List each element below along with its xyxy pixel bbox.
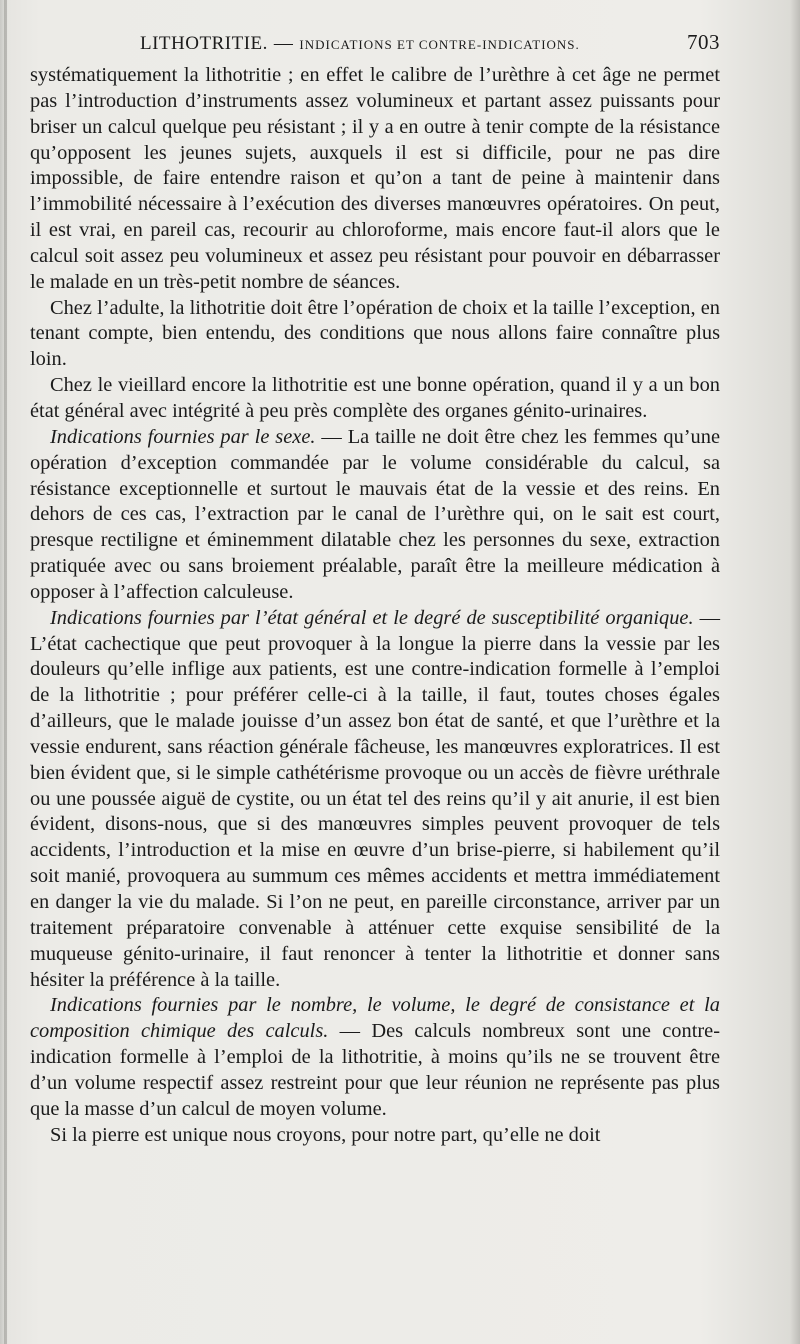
body-text bbox=[30, 63, 720, 1148]
running-header bbox=[140, 30, 720, 55]
paragraph bbox=[30, 373, 720, 425]
paragraph bbox=[30, 296, 720, 374]
paragraph-text: — L’état cachectique que peut provoquer à la longue la pierre dans la vessie par les douleurs qu’elle inflige aux patients, est une contre-indication formelle à l’emploi de la lithotritie ; pour préférer celle-ci à la taille, il faut, toutes choses égales d’ailleurs, que le malade jouisse d’un assez bon état de santé, et que l’urèthre et la vessie endurent, sans réaction générale fâcheuse, les manœuvres exploratrices. Il est bien évident que, si le simple cathétérisme provoque ou un accès de fièvre uréthrale ou une poussée aiguë de cystite, ou un état tel des reins qu’il y ait anurie, il est bien évident, disons-nous, que si des manœuvres simples peuvent provoquer de tels accidents, l’introduction et la mise en œuvre d’un brise-pierre, si habilement qu’il soit manié, provoquera au summum ces mêmes accidents et mettra immédiatement en danger la vie du malade. Si l’on ne peut, en pareille circonstance, arriver par un traitement préparatoire convenable à atténuer cette exquise sensibilité de la muqueuse génito-urinaire, il faut renoncer à tenter la lithotritie et donner sans hésiter la préférence à la taille. bbox=[30, 606, 720, 991]
header-dash: — bbox=[273, 33, 294, 54]
page-number: 703 bbox=[687, 30, 720, 54]
paragraph-text: — La taille ne doit être chez les femmes qu’une opération d’exception commandée par le volume considérable du calcul, sa résistance exceptionnelle et surtout le mauvais état de la vessie et des reins. En dehors de ces cas, l’extraction par le canal de l’urèthre qui, on le sait est court, presque rectiligne et éminemment dilatable chez les personnes du sexe, extraction pratiquée avec ou sans broiement préalable, paraît être la meilleure médication à opposer à l’affection calculeuse. bbox=[30, 425, 720, 603]
running-title bbox=[140, 33, 580, 55]
paragraph-text: systématiquement la lithotritie ; en effet le calibre de l’urèthre à cet âge ne permet pas l’introduction d’instruments assez volumineux et partant assez puissants pour briser un calcul quelque peu résistant ; il y a en outre à tenir compte de la résistance qu’opposent les jeunes sujets, auxquels il est si difficile, pour ne pas dire impossible, de faire entendre raison et qu’on a tant de peine à maintenir dans l’immobilité nécessaire à l’exécution des diverses manœuvres opératoires. On peut, il est vrai, en pareil cas, recourir au chloroforme, mais encore faut-il alors que le calcul soit assez peu volumineux et assez peu résistant pour pouvoir en débarrasser le malade en un très-petit nombre de séances. bbox=[30, 64, 720, 293]
paragraph-text: Chez l’adulte, la lithotritie doit être l’opération de choix et la taille l’exception, en tenant compte, bien entendu, des conditions que nous allons faire connaître plus loin. bbox=[30, 296, 720, 371]
section-heading-sexe: Indications fournies par le sexe. bbox=[50, 425, 316, 448]
paragraph-text: Chez le vieillard encore la lithotritie est une bonne opération, quand il y a un bon état général avec intégrité à peu près complète des organes génito-urinaires. bbox=[30, 374, 720, 422]
page-gutter-shadow bbox=[4, 0, 7, 1344]
header-subtitle: INDICATIONS ET CONTRE-INDICATIONS. bbox=[299, 37, 580, 52]
section-heading-calculs: Indications fournies par le nombre, le volume, le degré de consistance et la composition chimique des calculs. bbox=[30, 994, 720, 1043]
paragraph bbox=[30, 1123, 720, 1149]
header-title: LITHOTRITIE. bbox=[140, 33, 268, 54]
paragraph bbox=[30, 425, 720, 606]
paragraph bbox=[30, 993, 720, 1122]
paragraph bbox=[30, 63, 720, 296]
paragraph-text: Si la pierre est unique nous croyons, pour notre part, qu’elle ne doit bbox=[50, 1123, 601, 1146]
paragraph bbox=[30, 606, 720, 994]
paragraph-text: — Des calculs nombreux sont une contre-indication formelle à l’emploi de la lithotritie, à moins qu’ils ne se trouvent être d’un volume respectif assez restreint pour que leur réunion ne représente pas plus que la masse d’un calcul de moyen volume. bbox=[30, 1020, 720, 1120]
section-heading-etat-general: Indications fournies par l’état général et le degré de susceptibilité organique. bbox=[50, 606, 694, 629]
